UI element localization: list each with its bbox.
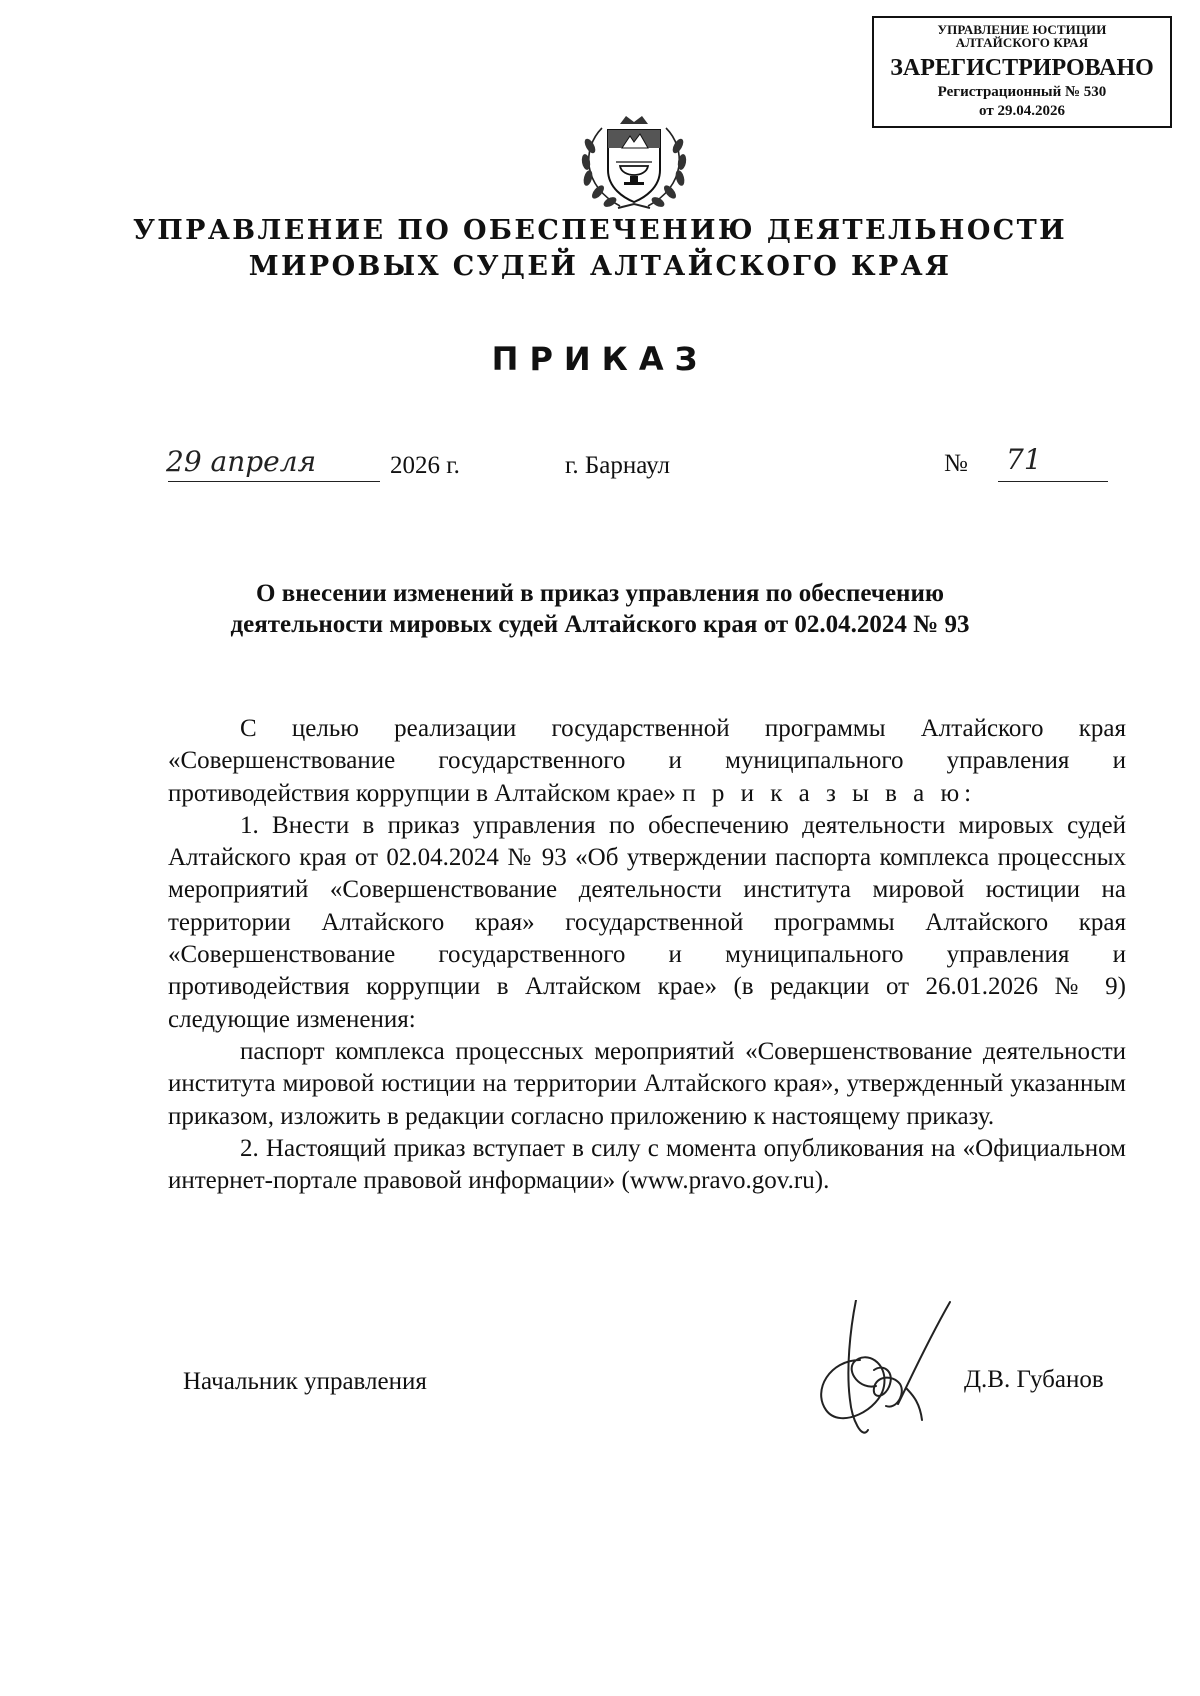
signatory-position: Начальник управления — [183, 1368, 427, 1395]
document-title: ПРИКАЗ — [491, 340, 709, 378]
document-city: г. Барнаул — [565, 452, 670, 479]
altai-krai-coat-of-arms-icon — [568, 108, 700, 216]
number-label: № — [944, 450, 968, 477]
item-2: 2. Настоящий приказ вступает в силу с момента опубликования на «Официальном интернет-портале правовой информации» (www.pravo.gov.ru). — [168, 1134, 1126, 1195]
subject-line2: деятельности мировых судей Алтайского края от 02.04.2024 № 93 — [230, 611, 970, 638]
document-body — [168, 713, 1126, 1197]
handwritten-date: 29 апреля — [166, 445, 317, 478]
handwritten-signature — [810, 1300, 960, 1445]
command-word: п р и к а з ы в а ю: — [682, 779, 977, 807]
document-year: 2026 г. — [390, 452, 460, 479]
stamp-org-line2: АЛТАЙСКОГО КРАЯ — [955, 35, 1089, 50]
signatory-name: Д.В. Губанов — [964, 1366, 1104, 1393]
subject-line1: О внесении изменений в приказ управления по обеспечению — [256, 580, 944, 607]
organization-name-line2: МИРОВЫХ СУДЕЙ АЛТАЙСКОГО КРАЯ — [248, 251, 952, 282]
intro-text: С целью реализации государственной программы Алтайского края «Совершенствование государственного и муниципального управления и противодействия коррупции в Алтайском крае» — [168, 715, 1126, 807]
date-underline — [168, 480, 380, 482]
number-underline — [998, 480, 1108, 482]
item-1-change: паспорт комплекса процессных мероприятий «Совершенствование деятельности института мировой юстиции на территории Алтайского края», утвержденный указанным приказом, изложить в редакции согласно приложению к настоящему приказу. — [168, 1037, 1126, 1130]
organization-name-line1: УПРАВЛЕНИЕ ПО ОБЕСПЕЧЕНИЮ ДЕЯТЕЛЬНОСТИ — [132, 215, 1068, 246]
handwritten-number: 71 — [1006, 443, 1042, 476]
stamp-org-line1: УПРАВЛЕНИЕ ЮСТИЦИИ — [937, 22, 1107, 37]
stamp-reg-date: от 29.04.2026 — [979, 103, 1065, 119]
registration-stamp — [872, 16, 1172, 128]
item-1: 1. Внести в приказ управления по обеспечению деятельности мировых судей Алтайского края от 02.04.2024 № 93 «Об утверждении паспорта комплекса процессных мероприятий «Совершенствование деятельности института мировой юстиции на территории Алтайского края» государственной программы Алтайского края «Совершенствование государственного и муниципального управления и противодействия коррупции в Алтайском крае» (в редакции от 26.01.2026 № 9) следующие изменения: — [168, 811, 1126, 1033]
intro-paragraph — [168, 713, 1126, 810]
stamp-status: ЗАРЕГИСТРИРОВАНО — [890, 55, 1154, 81]
stamp-reg-number: Регистрационный № 530 — [937, 84, 1107, 100]
